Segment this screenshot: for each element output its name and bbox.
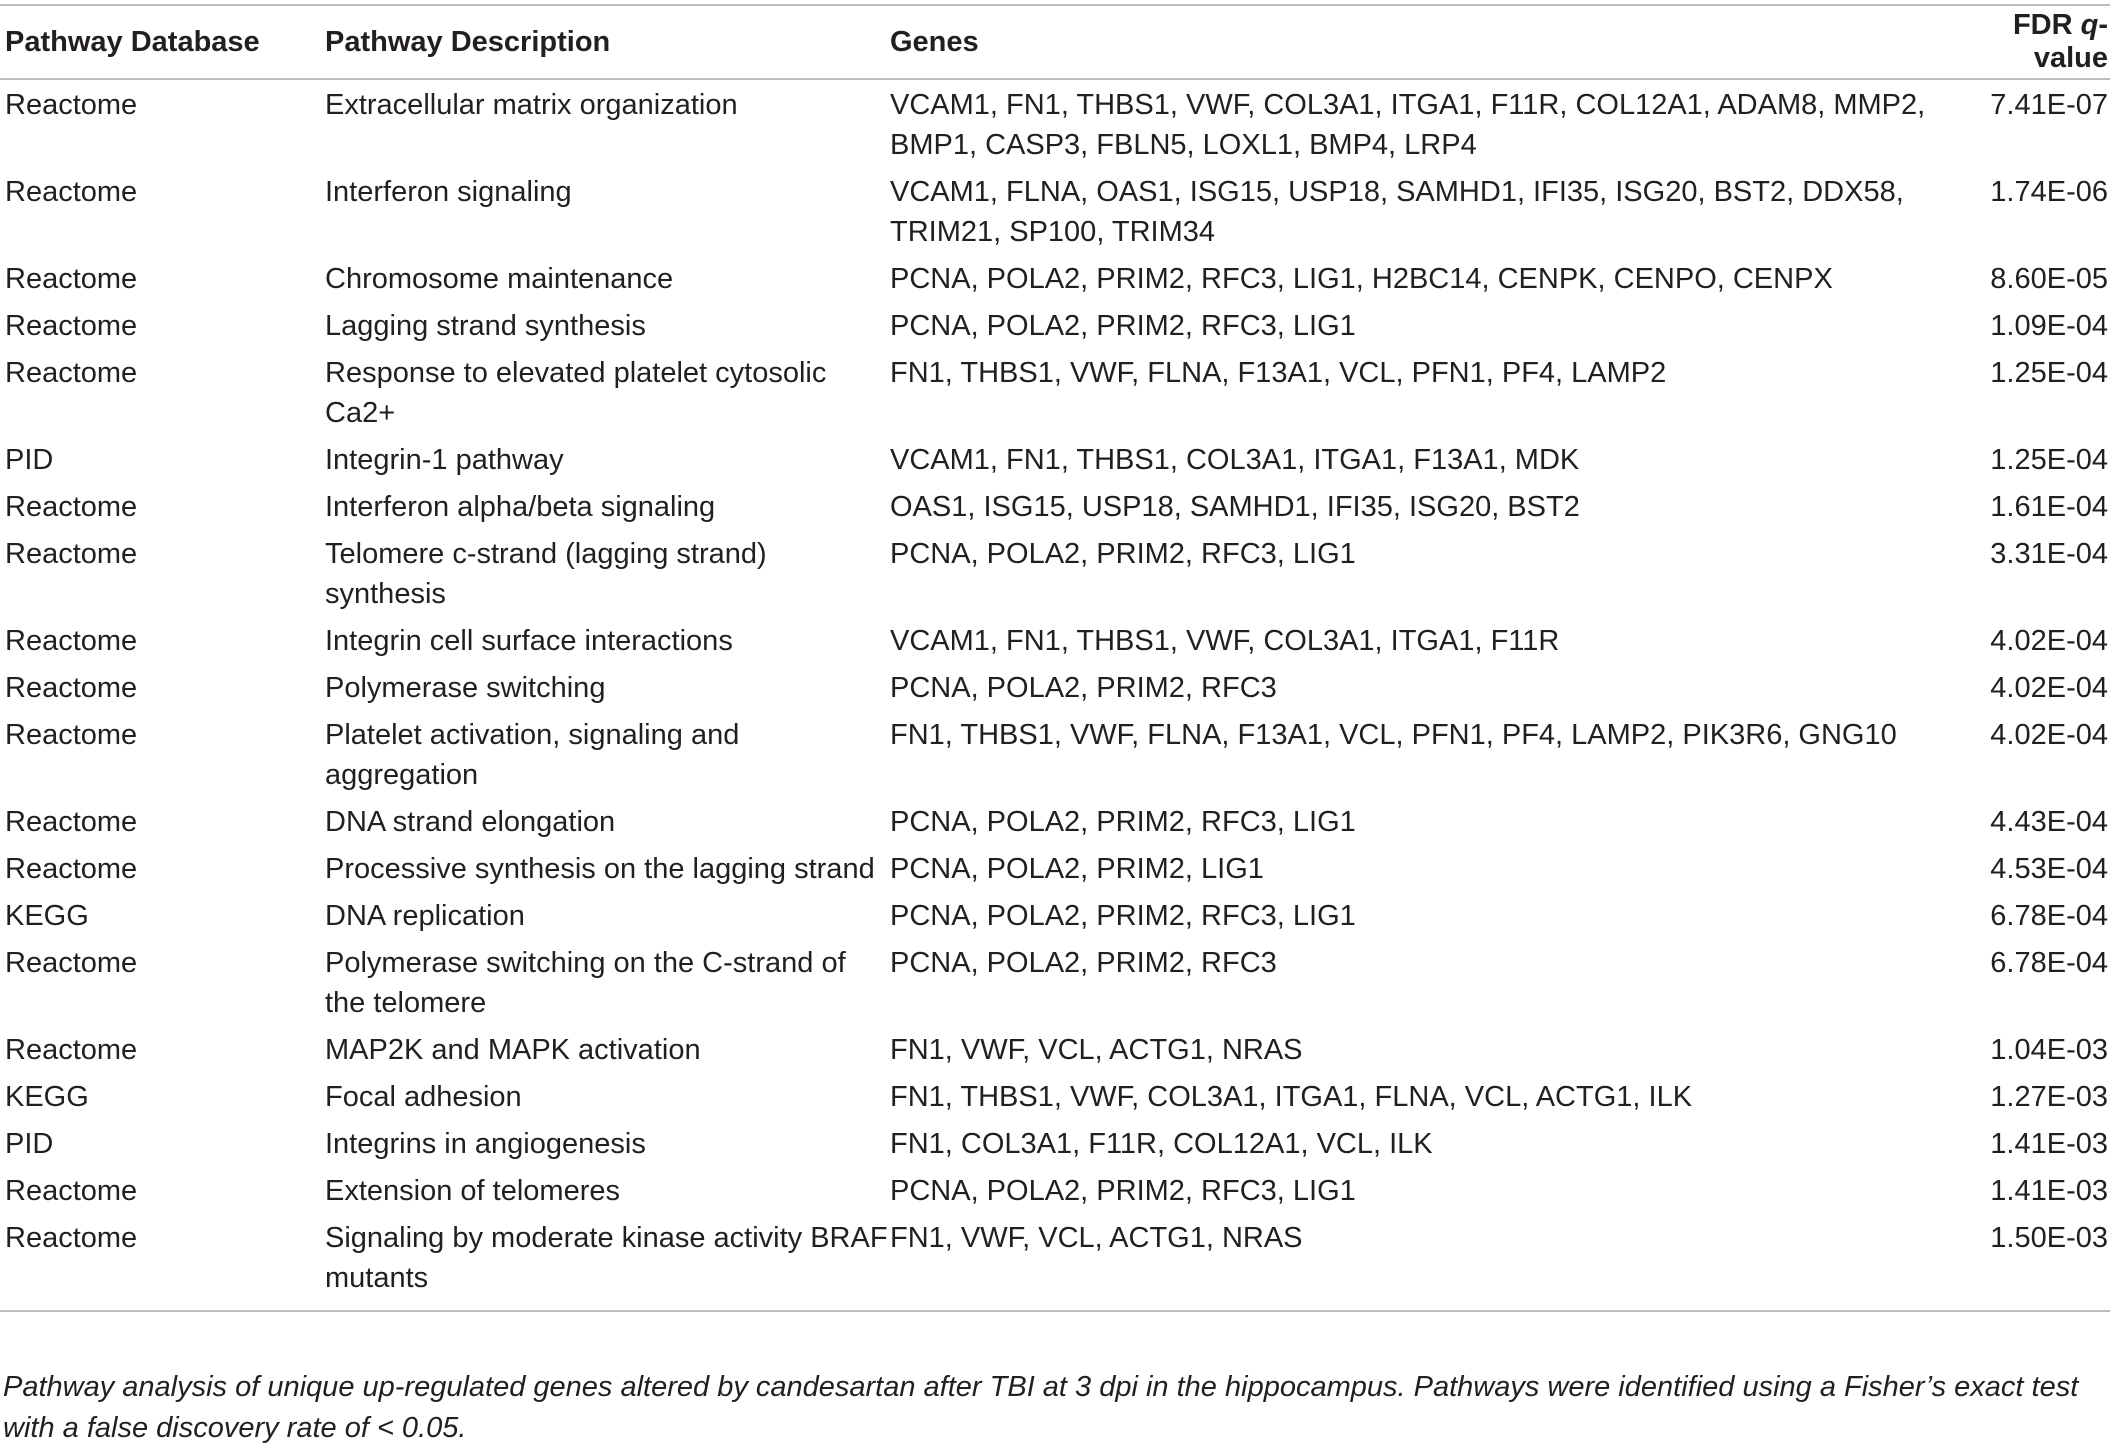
- table-body: [0, 79, 2110, 1311]
- cell-fdr-q-value: 4.43E-04: [1990, 806, 2108, 838]
- table-row: [0, 167, 2110, 254]
- header-pathway-description: Pathway Description: [325, 5, 890, 79]
- cell-pathway-database: Reactome: [5, 263, 138, 295]
- cell-pathway-description: Integrin-1 pathway: [325, 444, 564, 476]
- cell-pathway-description: Platelet activation, signaling and aggregation: [325, 719, 740, 791]
- header-genes: Genes: [890, 5, 1950, 79]
- table-row: [0, 254, 2110, 301]
- cell-fdr-q-value: 3.31E-04: [1990, 538, 2108, 570]
- cell-pathway-database: Reactome: [5, 357, 138, 389]
- cell-fdr-q-value: 4.53E-04: [1990, 853, 2108, 885]
- cell-pathway-description: MAP2K and MAPK activation: [325, 1034, 701, 1066]
- cell-pathway-description: Extension of telomeres: [325, 1175, 620, 1207]
- cell-genes: PCNA, POLA2, PRIM2, RFC3: [890, 672, 1277, 704]
- cell-pathway-database: PID: [5, 1128, 54, 1160]
- table-header-row: [0, 5, 2110, 79]
- table-row: [0, 710, 2110, 797]
- cell-pathway-database: Reactome: [5, 176, 138, 208]
- cell-fdr-q-value: 1.25E-04: [1990, 357, 2108, 389]
- cell-fdr-q-value: 1.09E-04: [1990, 310, 2108, 342]
- cell-fdr-q-value: 6.78E-04: [1990, 900, 2108, 932]
- cell-pathway-description: Integrins in angiogenesis: [325, 1128, 646, 1160]
- cell-genes: PCNA, POLA2, PRIM2, RFC3, LIG1: [890, 310, 1356, 342]
- table-row: [0, 1072, 2110, 1119]
- cell-fdr-q-value: 1.41E-03: [1990, 1175, 2108, 1207]
- cell-pathway-description: Signaling by moderate kinase activity BRAF mutants: [325, 1213, 890, 1311]
- cell-pathway-description: Focal adhesion: [325, 1081, 522, 1113]
- cell-fdr-q-value: 6.78E-04: [1990, 947, 2108, 979]
- cell-genes: VCAM1, FLNA, OAS1, ISG15, USP18, SAMHD1, IFI35, ISG20, BST2, DDX58, TRIM21, SP100, TRIM34: [890, 176, 1904, 248]
- cell-fdr-q-value: 7.41E-07: [1990, 89, 2108, 121]
- cell-pathway-database: KEGG: [5, 1081, 89, 1113]
- cell-genes: OAS1, ISG15, USP18, SAMHD1, IFI35, ISG20, BST2: [890, 491, 1580, 523]
- cell-pathway-description: Interferon signaling: [325, 176, 572, 208]
- cell-fdr-q-value: 8.60E-05: [1990, 263, 2108, 295]
- table-row: [0, 1213, 2110, 1311]
- cell-pathway-description: Polymerase switching: [325, 672, 606, 704]
- cell-pathway-description: Interferon alpha/beta signaling: [325, 491, 716, 523]
- cell-fdr-q-value: 4.02E-04: [1990, 625, 2108, 657]
- cell-pathway-database: Reactome: [5, 947, 138, 979]
- cell-genes: FN1, THBS1, VWF, FLNA, F13A1, VCL, PFN1, PF4, LAMP2: [890, 357, 1667, 389]
- cell-genes: PCNA, POLA2, PRIM2, RFC3: [890, 947, 1277, 979]
- cell-pathway-description: Chromosome maintenance: [325, 263, 674, 295]
- cell-fdr-q-value: 1.41E-03: [1990, 1128, 2108, 1160]
- cell-pathway-database: Reactome: [0, 1213, 325, 1311]
- table-row: [0, 348, 2110, 435]
- cell-genes: PCNA, POLA2, PRIM2, RFC3, LIG1, H2BC14, CENPK, CENPO, CENPX: [890, 263, 1833, 295]
- cell-pathway-database: Reactome: [5, 719, 138, 751]
- cell-genes: PCNA, POLA2, PRIM2, RFC3, LIG1: [890, 538, 1356, 570]
- table-row: [0, 1166, 2110, 1213]
- cell-fdr-q-value: 1.27E-03: [1990, 1081, 2108, 1113]
- cell-genes: VCAM1, FN1, THBS1, VWF, COL3A1, ITGA1, F11R: [890, 625, 1560, 657]
- cell-pathway-database: Reactome: [5, 1175, 138, 1207]
- cell-pathway-database: Reactome: [5, 491, 138, 523]
- cell-pathway-database: Reactome: [5, 538, 138, 570]
- cell-pathway-description: Extracellular matrix organization: [325, 89, 738, 121]
- table-row: [0, 938, 2110, 1025]
- cell-pathway-database: Reactome: [5, 853, 138, 885]
- pathway-table: [0, 4, 2110, 1312]
- table-row: [0, 891, 2110, 938]
- cell-genes: PCNA, POLA2, PRIM2, RFC3, LIG1: [890, 806, 1356, 838]
- cell-genes: FN1, COL3A1, F11R, COL12A1, VCL, ILK: [890, 1128, 1433, 1160]
- cell-pathway-description: Processive synthesis on the lagging strand: [325, 853, 875, 885]
- header-fdr-prefix: FDR: [2012, 9, 2081, 41]
- cell-fdr-q-value: 1.74E-06: [1990, 176, 2108, 208]
- table-row: [0, 844, 2110, 891]
- cell-fdr-q-value: 1.61E-04: [1990, 491, 2108, 523]
- cell-genes: FN1, THBS1, VWF, COL3A1, ITGA1, FLNA, VCL, ACTG1, ILK: [890, 1081, 1693, 1113]
- cell-fdr-q-value: 4.02E-04: [1990, 672, 2108, 704]
- cell-pathway-database: Reactome: [5, 89, 138, 121]
- cell-fdr-q-value: 1.50E-03: [1950, 1213, 2110, 1311]
- cell-fdr-q-value: 1.04E-03: [1990, 1034, 2108, 1066]
- table-row: [0, 797, 2110, 844]
- header-fdr-q-value: [1950, 5, 2110, 79]
- table-row: [0, 1119, 2110, 1166]
- table-row: [0, 529, 2110, 616]
- cell-genes: PCNA, POLA2, PRIM2, RFC3, LIG1: [890, 900, 1356, 932]
- cell-pathway-description: Integrin cell surface interactions: [325, 625, 733, 657]
- cell-pathway-description: Telomere c-strand (lagging strand) synthesis: [325, 538, 767, 610]
- table-row: [0, 301, 2110, 348]
- cell-fdr-q-value: 1.25E-04: [1990, 444, 2108, 476]
- cell-pathway-database: PID: [5, 444, 54, 476]
- cell-pathway-database: KEGG: [5, 900, 89, 932]
- cell-pathway-database: Reactome: [5, 806, 138, 838]
- cell-genes: VCAM1, FN1, THBS1, VWF, COL3A1, ITGA1, F11R, COL12A1, ADAM8, MMP2, BMP1, CASP3, FBLN5, LOXL1, BMP4, LRP4: [890, 89, 1926, 161]
- cell-pathway-database: Reactome: [5, 625, 138, 657]
- cell-pathway-database: Reactome: [5, 310, 138, 342]
- table-caption: Pathway analysis of unique up-regulated genes altered by candesartan after TBI at 3 dpi in the hippocampus. Pathways were identified using a Fisher’s exact test with a false discovery rate of < 0.05.: [3, 1371, 2079, 1444]
- cell-genes: FN1, VWF, VCL, ACTG1, NRAS: [890, 1213, 1950, 1311]
- table-row: [0, 1025, 2110, 1072]
- cell-genes: PCNA, POLA2, PRIM2, LIG1: [890, 853, 1264, 885]
- header-pathway-database: Pathway Database: [0, 5, 325, 79]
- cell-pathway-database: Reactome: [5, 1034, 138, 1066]
- cell-pathway-description: Polymerase switching on the C-strand of the telomere: [325, 947, 846, 1019]
- cell-pathway-description: Lagging strand synthesis: [325, 310, 646, 342]
- cell-pathway-description: DNA strand elongation: [325, 806, 616, 838]
- cell-fdr-q-value: 4.02E-04: [1990, 719, 2108, 751]
- header-fdr-suffix: -value: [2033, 9, 2108, 74]
- table-row: [0, 79, 2110, 167]
- cell-pathway-description: Response to elevated platelet cytosolic Ca2+: [325, 357, 827, 429]
- cell-pathway-description: DNA replication: [325, 900, 525, 932]
- table-row: [0, 616, 2110, 663]
- table-row: [0, 435, 2110, 482]
- cell-genes: FN1, THBS1, VWF, FLNA, F13A1, VCL, PFN1, PF4, LAMP2, PIK3R6, GNG10: [890, 719, 1897, 751]
- table-row: [0, 663, 2110, 710]
- cell-pathway-database: Reactome: [5, 672, 138, 704]
- cell-genes: PCNA, POLA2, PRIM2, RFC3, LIG1: [890, 1175, 1356, 1207]
- table-row: [0, 482, 2110, 529]
- cell-genes: VCAM1, FN1, THBS1, COL3A1, ITGA1, F13A1, MDK: [890, 444, 1580, 476]
- cell-genes: FN1, VWF, VCL, ACTG1, NRAS: [890, 1034, 1303, 1066]
- header-fdr-q: q: [2080, 9, 2099, 41]
